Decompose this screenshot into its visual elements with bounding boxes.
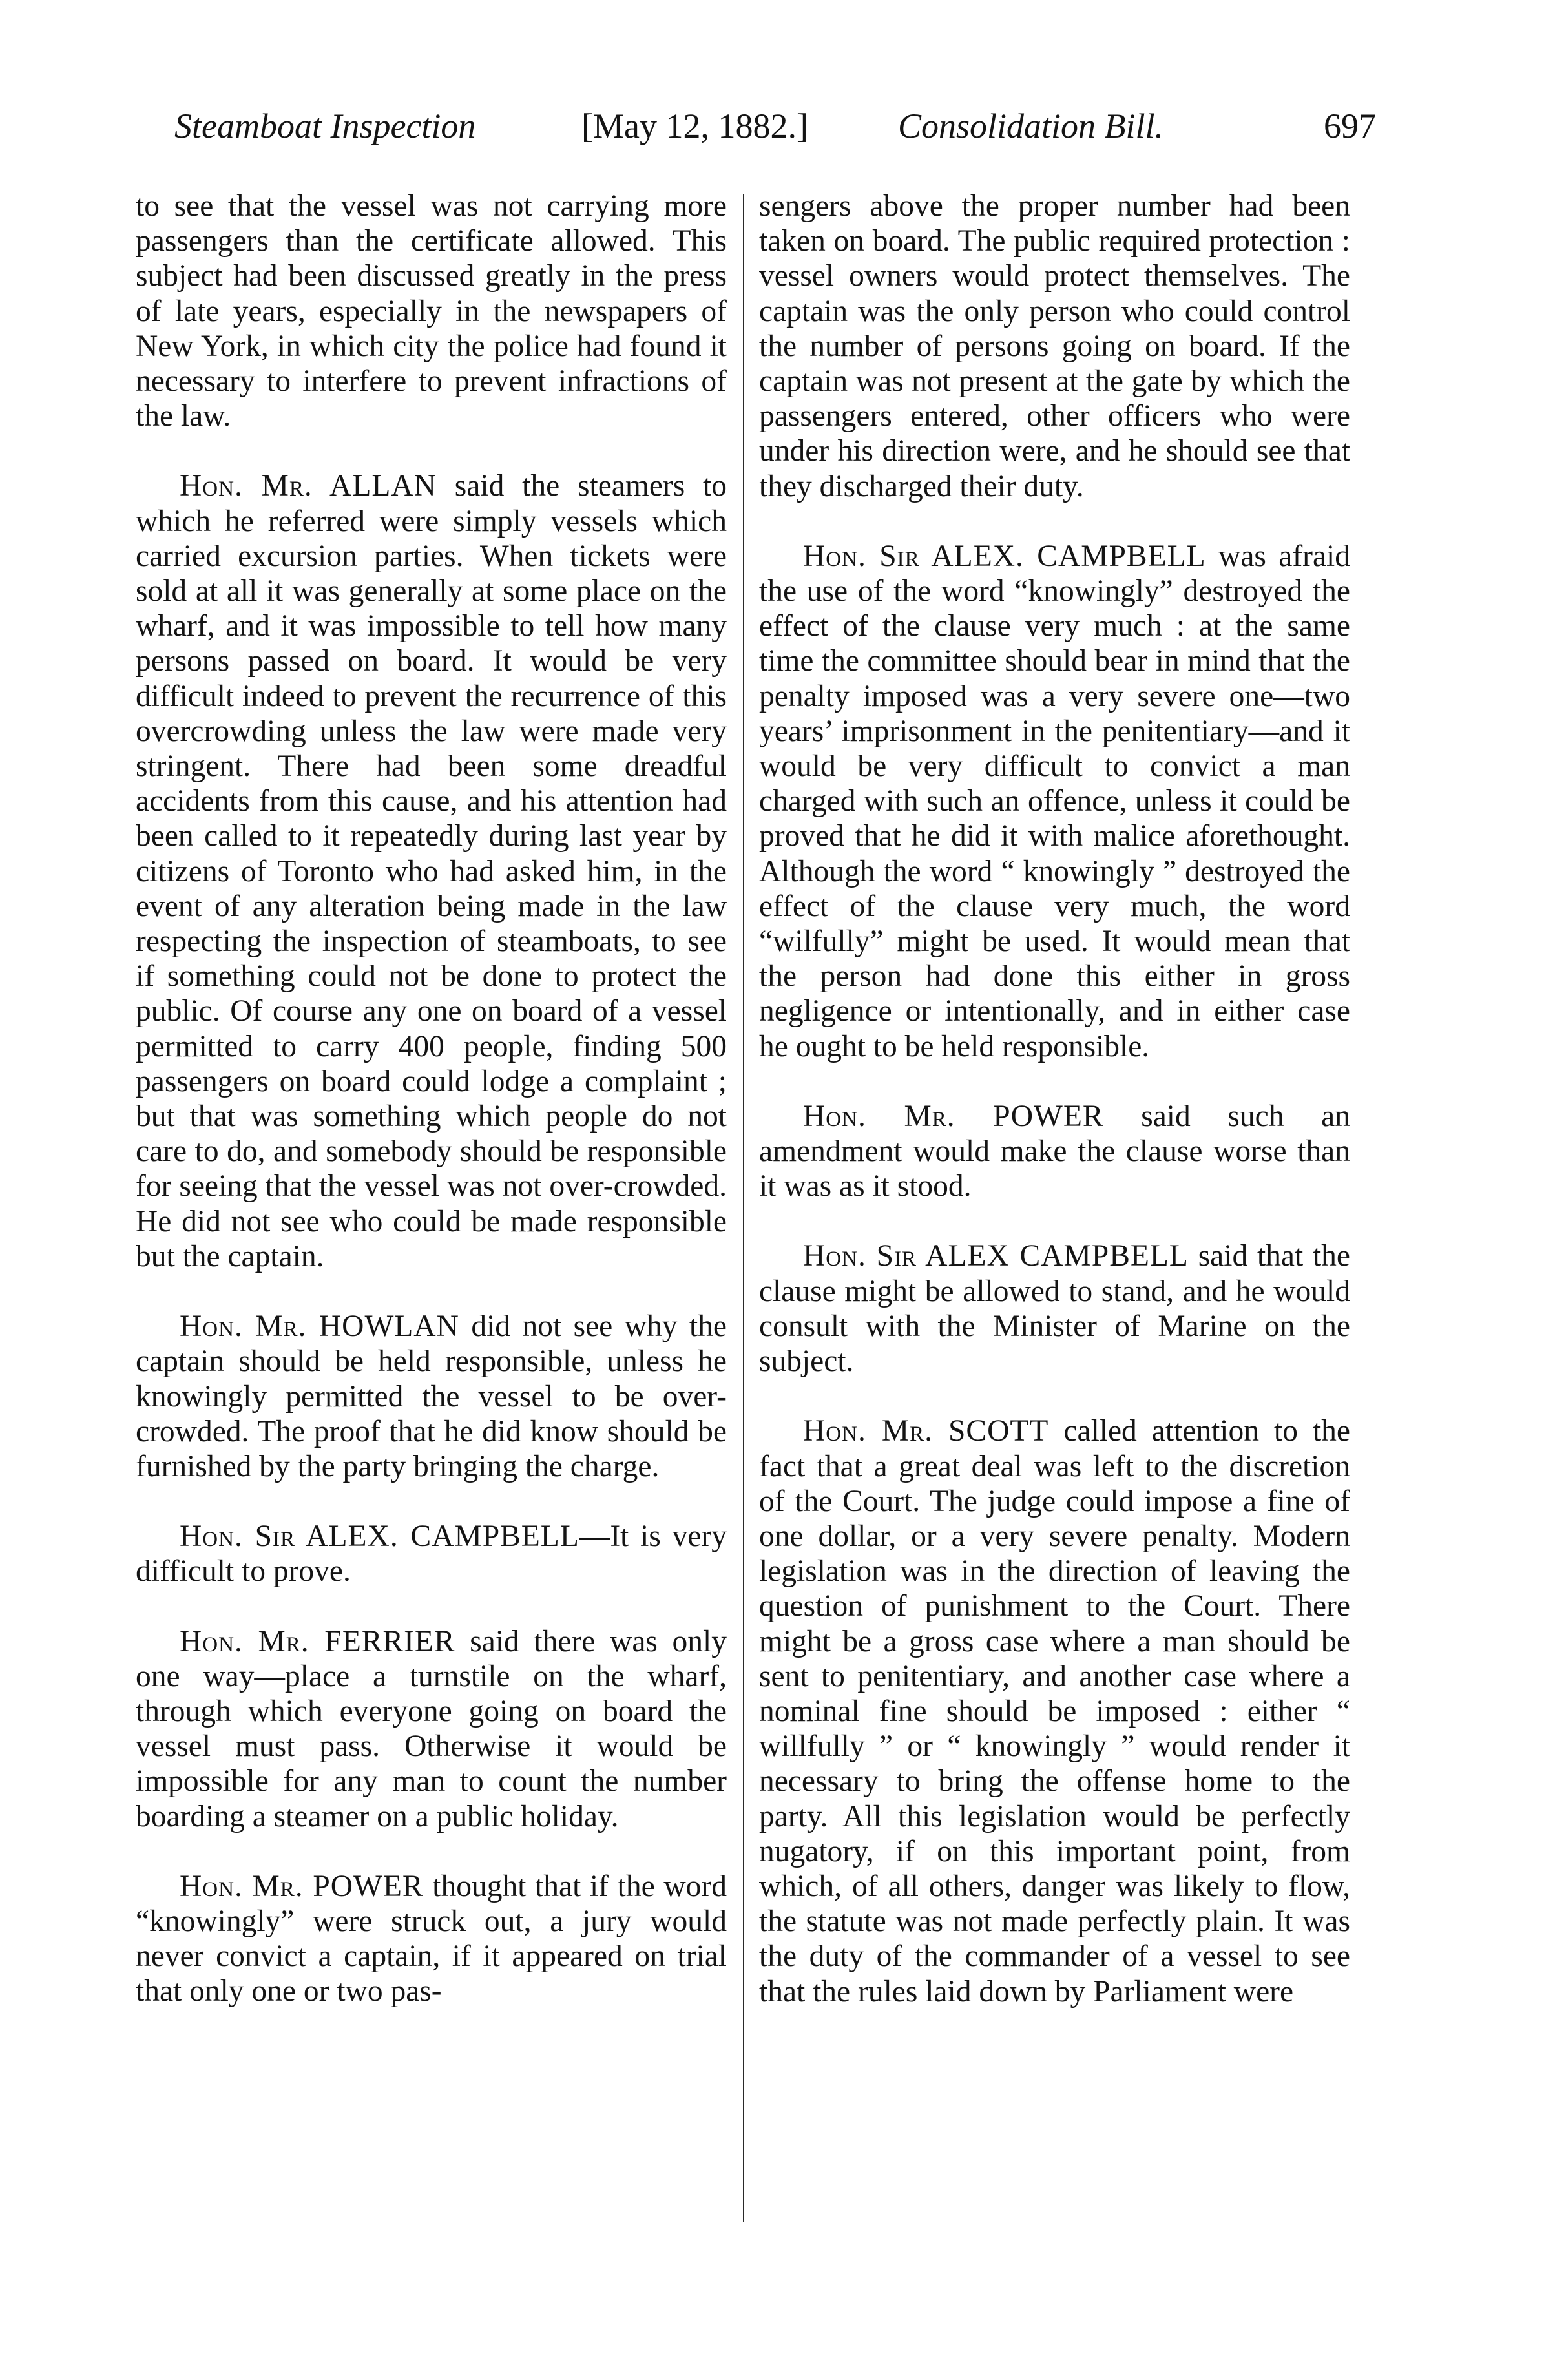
paragraph-text: called attention to the fact that a great deal was left to the discretion of the Court. The judge could impose a fine of one dollar, or a very severe penalty. Modern legislation was in the direction of leaving the question of punishment to the Court. There might be a gross case where a man should be sent to penitentiary, and another case where a nominal fine should be imposed : either “ willfully ” or “ knowingly ” would render it necessary to bring the offense home to the party. All this legislation would be perfectly nugatory, if on this important point, from which, of all others, danger was likely to flow, the statute was not made perfectly plain. It was the duty of the commander of a vessel to see that the rules laid down by Parliament were — [759, 1414, 1350, 2009]
right-column — [759, 189, 1350, 2044]
header-right-title: Consolidation Bill. — [898, 107, 1164, 145]
speaker: Hon. Mr. FERRIER — [180, 1624, 455, 1658]
paragraph-text: thought that if the word “knowingly” were struck out, a jury would never convict a captain, if it appeared on trial that only one or two pas- — [136, 1869, 727, 2009]
paragraph — [136, 1869, 727, 2009]
paragraph — [136, 1624, 727, 1834]
paragraph — [759, 539, 1350, 1064]
paragraph — [759, 1414, 1350, 2009]
paragraph — [136, 468, 727, 1274]
column-divider — [743, 194, 744, 2222]
paragraph — [136, 1519, 727, 1589]
paragraph — [759, 1238, 1350, 1379]
paragraph-text: sengers above the proper number had been taken on board. The public required protection : vessel owners would protect themselves. The captain was the only person who could control the number of persons going on board. If the captain was not present at the gate by which the passengers entered, other officers who were under his direction were, and he should see that they discharged their duty. — [759, 189, 1350, 503]
paragraph-text: said that the clause might be allowed to stand, and he would consult with the Minister of Marine on the subject. — [759, 1239, 1350, 1379]
paragraph-text: said the steamers to which he referred were simply vessels which carried excursion parties. When tickets were sold at all it was generally at some place on the wharf, and it was impossible to tell how many persons passed on board. It would be very difficult indeed to prevent the recurrence of this overcrowding unless the law were made very stringent. There had been some dreadful accidents from this cause, and his attention had been called to it repeatedly during last year by citizens of Toronto who had asked him, in the event of any alteration being made in the law respecting the inspection of steamboats, to see if something could not be done to protect the public. Of course any one on board of a vessel permitted to carry 400 people, finding 500 passengers on board could lodge a complaint ; but that was something which people do not care to do, and somebody should be responsible for seeing that the vessel was not over-crowded. He did not see who could be made responsible but the captain. — [136, 469, 727, 1273]
paragraph — [136, 189, 727, 433]
speaker: Hon. Sir ALEX. CAMPBELL — [180, 1519, 579, 1554]
speaker: Hon. Mr. HOWLAN — [180, 1310, 459, 1344]
paragraph-text: —It is very difficult to prove. — [136, 1519, 727, 1589]
header-date: [May 12, 1882.] — [581, 107, 808, 145]
paragraph-text: to see that the vessel was not carrying more passengers than the certificate allowed. This subject had been discussed greatly in the press of late years, especially in the newspapers of New York, in which city the police had found it necessary to interfere to prevent infractions of the law. — [136, 189, 727, 433]
paragraph-text: did not see why the captain should be held responsible, unless he knowingly permitted the vessel to be over-crowded. The proof that he did know should be furnished by the party bringing the charge. — [136, 1310, 727, 1483]
paragraph-text: said such an amendment would make the clause worse than it was as it stood. — [759, 1099, 1350, 1204]
left-column — [136, 189, 727, 2044]
speaker: Hon. Mr. ALLAN — [180, 469, 437, 503]
speaker: Hon. Sir ALEX CAMPBELL — [803, 1239, 1189, 1273]
speaker: Hon. Mr. POWER — [803, 1099, 1104, 1133]
running-header — [162, 97, 1376, 155]
paragraph — [136, 1309, 727, 1484]
paragraph — [759, 1099, 1350, 1204]
paragraph-text: said there was only one way—place a turnstile on the wharf, through which everyone going on board the vessel must pass. Otherwise it would be impossible for any man to count the number boarding a steamer on a public holiday. — [136, 1624, 727, 1833]
paragraph — [759, 189, 1350, 504]
page-number: 697 — [1324, 107, 1376, 145]
header-left-title: Steamboat Inspection — [174, 107, 476, 145]
speaker: Hon. Sir ALEX. CAMPBELL — [803, 539, 1206, 573]
paragraph-text: was afraid the use of the word “knowingly” destroyed the effect of the clause very much : at the same time the committee should bear in mind that the penalty imposed was a very severe one—two years’ imprisonment in the penitentiary—and it would be very difficult to convict a man charged with such an offence, unless it could be proved that he did it with malice aforethought. Although the word “ knowingly ” destroyed the effect of the clause very much, the word “wilfully” might be used. It would mean that the person had done this either in gross negligence or intentionally, and in either case he ought to be held responsible. — [759, 539, 1351, 1063]
speaker: Hon. Mr. POWER — [180, 1869, 424, 1903]
speaker: Hon. Mr. SCOTT — [803, 1414, 1049, 1448]
